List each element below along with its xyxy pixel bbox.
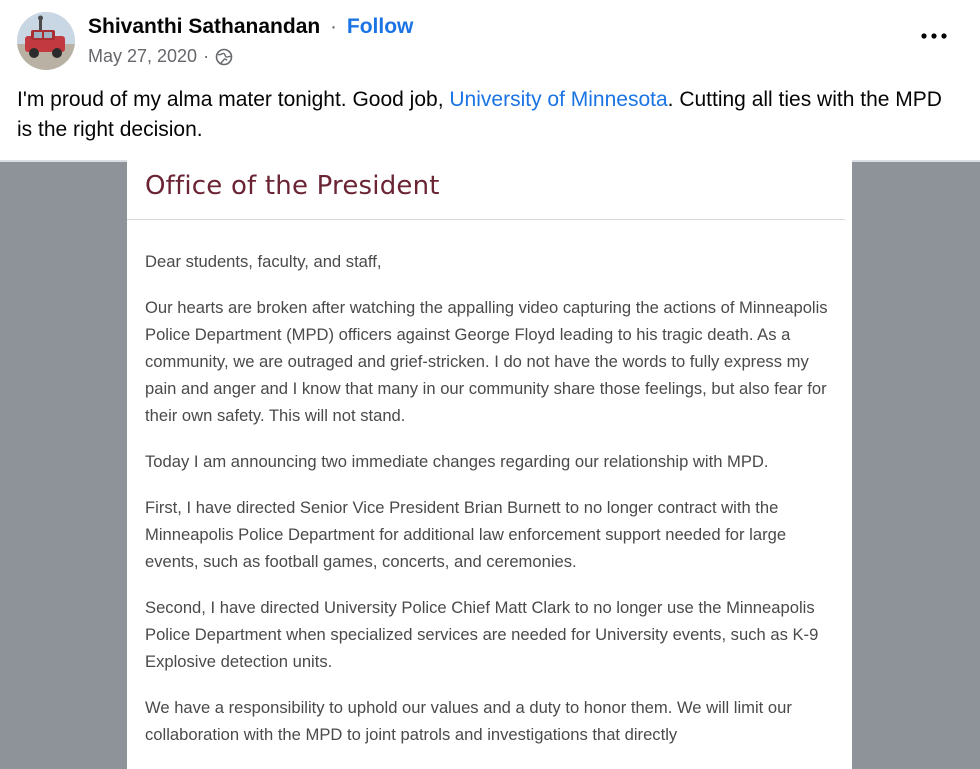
letter-paragraph: Dear students, faculty, and staff, xyxy=(145,252,382,271)
post-media[interactable] xyxy=(0,160,980,769)
globe-icon[interactable] xyxy=(215,48,233,66)
letter-paragraph: Second, I have directed University Police Chief Matt Clark to no longer use the Minneapolis Police Department when specialized services are needed for University events, such as K-9 Explosive detection units. xyxy=(145,598,819,671)
post-link-university[interactable]: University of Minnesota xyxy=(449,88,668,111)
letter-paragraph: First, I have directed Senior Vice President Brian Burnett to no longer contract with the Minneapolis Police Department for additional law enforcement support needed for large events, such as football games, concerts, and ceremonies. xyxy=(145,498,787,571)
date-separator-dot: · xyxy=(203,46,210,66)
letter-paragraph: Today I am announcing two immediate changes regarding our relationship with MPD. xyxy=(145,452,769,471)
post-text xyxy=(17,85,962,145)
more-options-button[interactable] xyxy=(918,24,950,48)
avatar-image xyxy=(17,12,75,70)
letter-title: Office of the President xyxy=(145,171,440,201)
post-date[interactable]: May 27, 2020 xyxy=(88,46,198,66)
post-meta xyxy=(88,46,233,67)
post-header xyxy=(0,0,980,160)
letter-body xyxy=(145,248,835,767)
more-horizontal-icon xyxy=(921,33,947,39)
avatar[interactable] xyxy=(17,12,75,70)
author-line xyxy=(88,15,413,39)
letter-paragraph: Our hearts are broken after watching the appalling video capturing the actions of Minneapolis Police Department (MPD) officers against George Floyd leading to his tragic death. As a community, we are outraged and grief-stricken. I do not have the words to fully express my pain and anger and I know that many in our community share those feelings, but also fear for their own safety. This will not stand. xyxy=(145,298,828,425)
post-text-start: I'm proud of my alma mater tonight. Good job, xyxy=(17,88,450,111)
letter-paragraph: We have a responsibility to uphold our values and a duty to honor them. We will limit our collaboration with the MPD to joint patrols and investigations that directly xyxy=(145,698,792,744)
letter-image xyxy=(127,160,852,769)
separator-dot: · xyxy=(330,15,338,38)
follow-button[interactable]: Follow xyxy=(346,15,414,38)
letter-divider xyxy=(127,219,845,220)
author-name[interactable]: Shivanthi Sathanandan xyxy=(88,15,321,38)
post-text-end: . Cutting all ties with the MPD is the right decision. xyxy=(17,88,942,141)
